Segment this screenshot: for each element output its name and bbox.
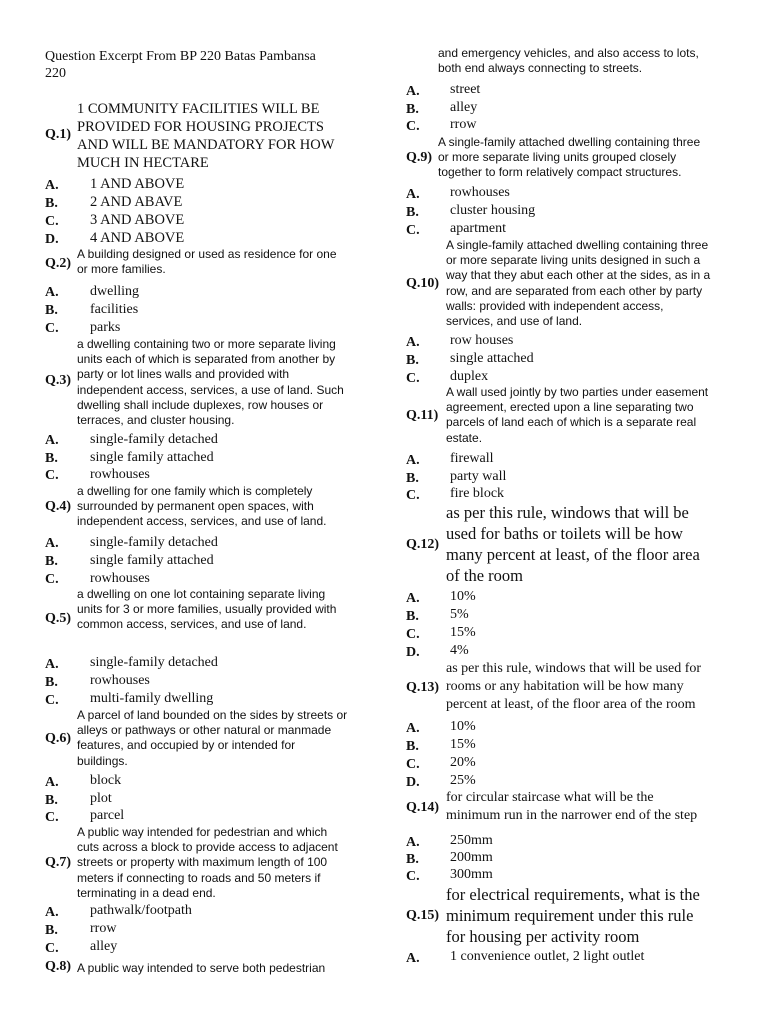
option-text: dwelling (90, 284, 139, 299)
option-text: rrow (90, 921, 117, 936)
option-letter: C. (406, 119, 420, 134)
option-letter: B. (406, 739, 419, 754)
option-letter: D. (406, 775, 420, 790)
option-text: parks (90, 320, 121, 335)
question-text: for circular staircase what will be the minimum run in the narrower end of the step (446, 790, 698, 823)
option-letter: B. (45, 793, 58, 808)
question-label: Q.9) (406, 150, 433, 165)
option-letter: B. (406, 609, 419, 624)
option-text: rowhouses (90, 571, 150, 586)
option-letter: A. (45, 433, 59, 448)
option-letter: A. (406, 335, 420, 350)
option-letter: A. (406, 187, 420, 202)
option-text: rowhouses (90, 673, 150, 688)
question-label: Q.3) (45, 373, 72, 388)
question-text: as per this rule, windows that will be used for baths or toilets will be how many percent at least, of the floor area of the room (446, 503, 700, 585)
option-text: single family attached (90, 450, 214, 465)
option-letter: C. (406, 488, 420, 503)
option-letter: A. (406, 84, 420, 99)
option-letter: B. (45, 196, 58, 211)
option-letter: C. (45, 468, 59, 483)
option-text: facilities (90, 302, 139, 317)
question-label: Q.12) (406, 537, 440, 552)
option-text: 1 convenience outlet, 2 light outlet (450, 949, 645, 964)
option-text: plot (90, 791, 112, 806)
question-label: Q.5) (45, 611, 72, 626)
option-letter: C. (45, 941, 59, 956)
option-letter: C. (45, 693, 59, 708)
option-letter: B. (45, 554, 58, 569)
question-label: Q.10) (406, 276, 440, 291)
option-letter: A. (406, 453, 420, 468)
question-label: Q.7) (45, 855, 72, 870)
option-text: 5% (450, 607, 469, 622)
option-text: rrow (450, 117, 477, 132)
option-text: 25% (450, 773, 476, 788)
option-text: 15% (450, 625, 476, 640)
option-letter: B. (406, 102, 419, 117)
option-letter: C. (406, 757, 420, 772)
option-text: rowhouses (90, 467, 150, 482)
option-text: fire block (450, 486, 505, 501)
question-label: Q.14) (406, 800, 440, 815)
question-text: A single-family attached dwelling containing three or more separate living units grouped closely together to form relatively compact structures. (438, 135, 701, 180)
question-text: a dwelling on one lot containing separate living units for 3 or more families, usually provided with common access, services, and use of land. (77, 587, 337, 632)
header-line-2: 220 (45, 66, 66, 81)
option-letter: C. (45, 214, 59, 229)
option-letter: B. (45, 923, 58, 938)
question-label: Q.4) (45, 499, 72, 514)
option-letter: C. (45, 572, 59, 587)
option-letter: C. (406, 627, 420, 642)
question-text: A single-family attached dwelling containing three or more separate living units designed in such a way that they abut each other at the sides, as in a row, and are separated from each other by party walls: provided with independent access, services, and use of land. (446, 238, 711, 329)
option-letter: C. (45, 321, 59, 336)
option-text: 4 AND ABOVE (90, 230, 185, 246)
question-text: a dwelling containing two or more separate living units each of which is separated from another by party or lot lines walls and provided with independent access, services, a use of land. Such dwelling shall include duplexes, row houses or terraces, and cluster housing. (77, 337, 344, 428)
option-letter: A. (45, 905, 59, 920)
option-letter: D. (45, 232, 59, 247)
option-text: 20% (450, 755, 476, 770)
option-letter: A. (45, 536, 59, 551)
question-label: Q.8) (45, 959, 72, 974)
option-text: 15% (450, 737, 476, 752)
option-letter: A. (406, 721, 420, 736)
question-text: A parcel of land bounded on the sides by streets or alleys or pathways or other natural or manmade features, and occupied by or intended for buildings. (77, 708, 348, 768)
option-text: rowhouses (450, 185, 510, 200)
option-text: 300mm (450, 867, 493, 882)
question-text: A public way intended to serve both pedestrian (77, 961, 326, 975)
option-text: block (90, 773, 122, 788)
question-text: A wall used jointly by two parties under easement agreement, erected upon a line separating two parcels of land each of which is a separate real estate. (446, 385, 709, 445)
option-text: single-family detached (90, 432, 218, 447)
document-header (45, 48, 316, 82)
question-text: as per this rule, windows that will be used for rooms or any habitation will be how many percent at least, of the floor area of the room (446, 661, 702, 712)
question-label: Q.2) (45, 256, 72, 271)
option-letter: C. (406, 371, 420, 386)
option-letter: B. (45, 675, 58, 690)
option-text: pathwalk/footpath (90, 903, 192, 918)
option-text: alley (90, 939, 118, 954)
option-letter: B. (406, 353, 419, 368)
option-letter: C. (406, 869, 420, 884)
option-letter: A. (45, 657, 59, 672)
option-text: single-family detached (90, 535, 218, 550)
option-text: party wall (450, 469, 507, 484)
question-text: A building designed or used as residence for one or more families. (77, 247, 337, 277)
question-text: A public way intended for pedestrian and which cuts across a block to provide access to adjacent streets or property with maximum length of 100 meters if connecting to roads and 50 meters if terminating in a dead end. (77, 825, 338, 900)
option-text: cluster housing (450, 203, 536, 218)
option-text: multi-family dwelling (90, 691, 214, 706)
option-letter: B. (45, 451, 58, 466)
option-letter: B. (45, 303, 58, 318)
option-text: duplex (450, 369, 489, 384)
option-text: 4% (450, 643, 469, 658)
option-letter: A. (406, 951, 420, 966)
header-line-1: Question Excerpt From BP 220 Batas Pambansa (45, 49, 316, 64)
option-text: single-family detached (90, 655, 218, 670)
question-label: Q.15) (406, 908, 440, 923)
option-text: 10% (450, 719, 476, 734)
option-text: 10% (450, 589, 476, 604)
option-text: 250mm (450, 833, 493, 848)
question-label: Q.13) (406, 680, 440, 695)
question-text: 1 COMMUNITY FACILITIES WILL BE PROVIDED FOR HOUSING PROJECTS AND WILL BE MANDATORY FOR HOW MUCH IN HECTARE (77, 101, 335, 171)
option-letter: A. (45, 285, 59, 300)
option-text: 3 AND ABOVE (90, 212, 185, 228)
question-text: a dwelling for one family which is completely surrounded by permanent open spaces, with independent access, services, and use of land. (77, 484, 327, 529)
option-text: row houses (450, 333, 514, 348)
option-text: single family attached (90, 553, 214, 568)
option-text: 2 AND ABAVE (90, 194, 183, 210)
option-letter: C. (45, 810, 59, 825)
question-text: for electrical requirements, what is the minimum requirement under this rule for housing per activity room (446, 885, 700, 946)
option-letter: D. (406, 645, 420, 660)
question-label: Q.1) (45, 127, 72, 142)
option-text: street (450, 82, 481, 97)
option-letter: A. (406, 591, 420, 606)
option-letter: B. (406, 471, 419, 486)
option-text: 1 AND ABOVE (90, 176, 185, 192)
option-letter: A. (45, 178, 59, 193)
option-text: single attached (450, 351, 534, 366)
option-letter: B. (406, 205, 419, 220)
option-text: parcel (90, 808, 125, 823)
option-text: alley (450, 100, 478, 115)
question-text-continuation: and emergency vehicles, and also access to lots, both end always connecting to streets. (438, 46, 699, 76)
option-letter: A. (406, 835, 420, 850)
question-label: Q.6) (45, 731, 72, 746)
option-letter: B. (406, 852, 419, 867)
option-text: firewall (450, 451, 494, 466)
question-label: Q.11) (406, 408, 439, 423)
option-letter: C. (406, 223, 420, 238)
option-text: apartment (450, 221, 506, 236)
option-letter: A. (45, 775, 59, 790)
option-text: 200mm (450, 850, 493, 865)
